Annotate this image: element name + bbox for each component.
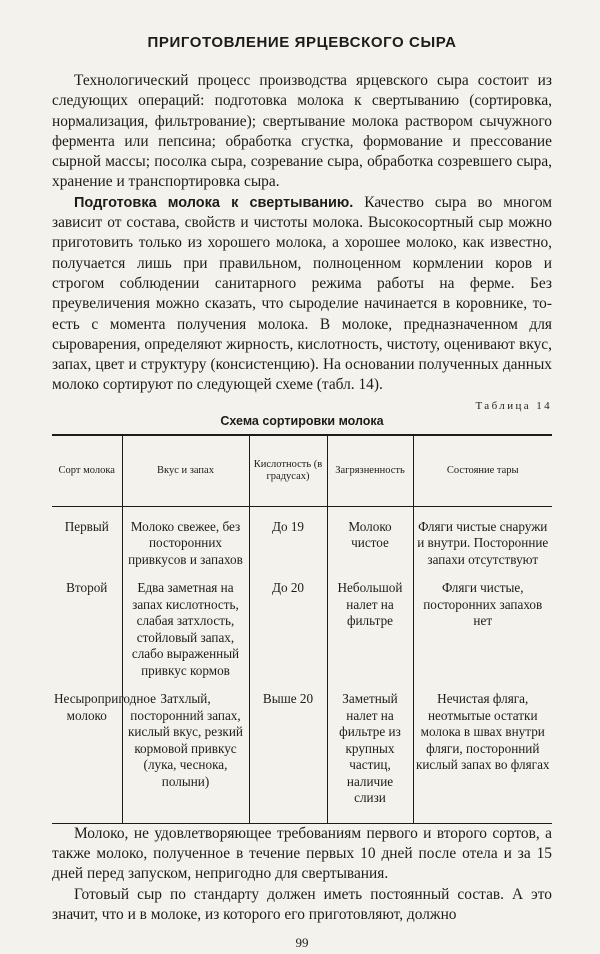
table-row (52, 689, 552, 823)
cell-contamination: Молоко чистое (327, 506, 413, 578)
cell-container: Фляги чистые снаружи и внутри. Посторонние запахи отсутствуют (413, 506, 552, 578)
cell-contamination: Небольшой налет на фильтре (327, 578, 413, 689)
header-sort: Сорт молока (52, 435, 122, 507)
cell-container: Фляги чистые, посторонних запахов нет (413, 578, 552, 689)
cell-sort: Второй (66, 580, 108, 596)
table-header-row (52, 435, 552, 507)
cell-contamination: Заметный налет на фильтре из крупных частиц, наличие слизи (327, 689, 413, 823)
cell-taste: Затхлый, посторонний запах, кислый вкус, резкий кормовой привкус (лука, чеснока, полыни) (122, 689, 249, 823)
header-acidity: Кислотность (в градусах) (249, 435, 327, 507)
paragraph-preparation (52, 193, 552, 396)
table-row (52, 506, 552, 578)
cell-taste: Едва заметная на запах кислотность, слабая затхлость, стойловый запах, слабо выраженный привкус кормов (122, 578, 249, 689)
page-number: 99 (295, 935, 309, 951)
paragraph-preparation-text: Качество сыра во многом зависит от состава, свойств и чистоты молока. Высокосортный сыр можно приготовить только из хорошего молока, а хорошее молоко, как известно, получается лишь при правильном, полноценном кормлении коров и строгом соблюдении санитарного режима работы на ферме. Без преувеличения можно сказать, что сыроделие начинается в коровнике, то-есть с момента получения молока. В молоке, предназначенном для сыроварения, определяют жирность, кислотность, чистоту, оценивают вкус, запах, цвет и структуру (консистенцию). На основании полученных данных молоко сортируют по следующей схеме (табл. 14). (52, 193, 552, 394)
cell-acidity: До 19 (249, 506, 327, 578)
header-container: Состояние тары (413, 435, 552, 507)
paragraph-process: Технологический процесс производства ярцевского сыра состоит из следующих операций: подготовка молока к свертыванию (сортировка, нормализация, фильтрование); свертывание молока раствором сычужного фермента или пепсина; обработка сгустка, формование и прессование сырной массы; посолка сыра, созревание сыра, обработка созревшего сыра, хранение и транспортировка сыра. (52, 72, 552, 191)
header-taste: Вкус и запах (122, 435, 249, 507)
book-page (52, 24, 552, 951)
paragraph-lead: Подготовка молока к свертыванию. (74, 194, 354, 211)
cell-container: Нечистая фляга, неотмытые остатки молока в швах внутри фляги, посторонний кислый запах во флягах (413, 689, 552, 823)
header-contamination: Загрязненность (327, 435, 413, 507)
section-heading: ПРИГОТОВЛЕНИЕ ЯРЦЕВСКОГО СЫРА (147, 34, 457, 51)
paragraph-unfit-milk: Молоко, не удовлетворяющее требованиям первого и второго сортов, а также молоко, полученное в течение первых 10 дней после отела и за 15 дней перед запуском, непригодно для свертывания. (52, 824, 552, 883)
table-number: Таблица 14 (475, 399, 552, 412)
table-row (52, 578, 552, 689)
table-title: Схема сортировки молока (220, 413, 384, 428)
cell-acidity: До 20 (249, 578, 327, 689)
milk-sorting-table (52, 434, 552, 824)
paragraph-composition: Готовый сыр по стандарту должен иметь постоянный состав. А это значит, что и в молоке, из которого его приготовляют, должно (52, 885, 552, 923)
cell-sort: Несыропригодное молоко (52, 689, 122, 823)
cell-taste: Молоко свежее, без посторонних привкусов и запахов (122, 506, 249, 578)
cell-sort: Первый (64, 518, 109, 534)
cell-acidity: Выше 20 (249, 689, 327, 823)
